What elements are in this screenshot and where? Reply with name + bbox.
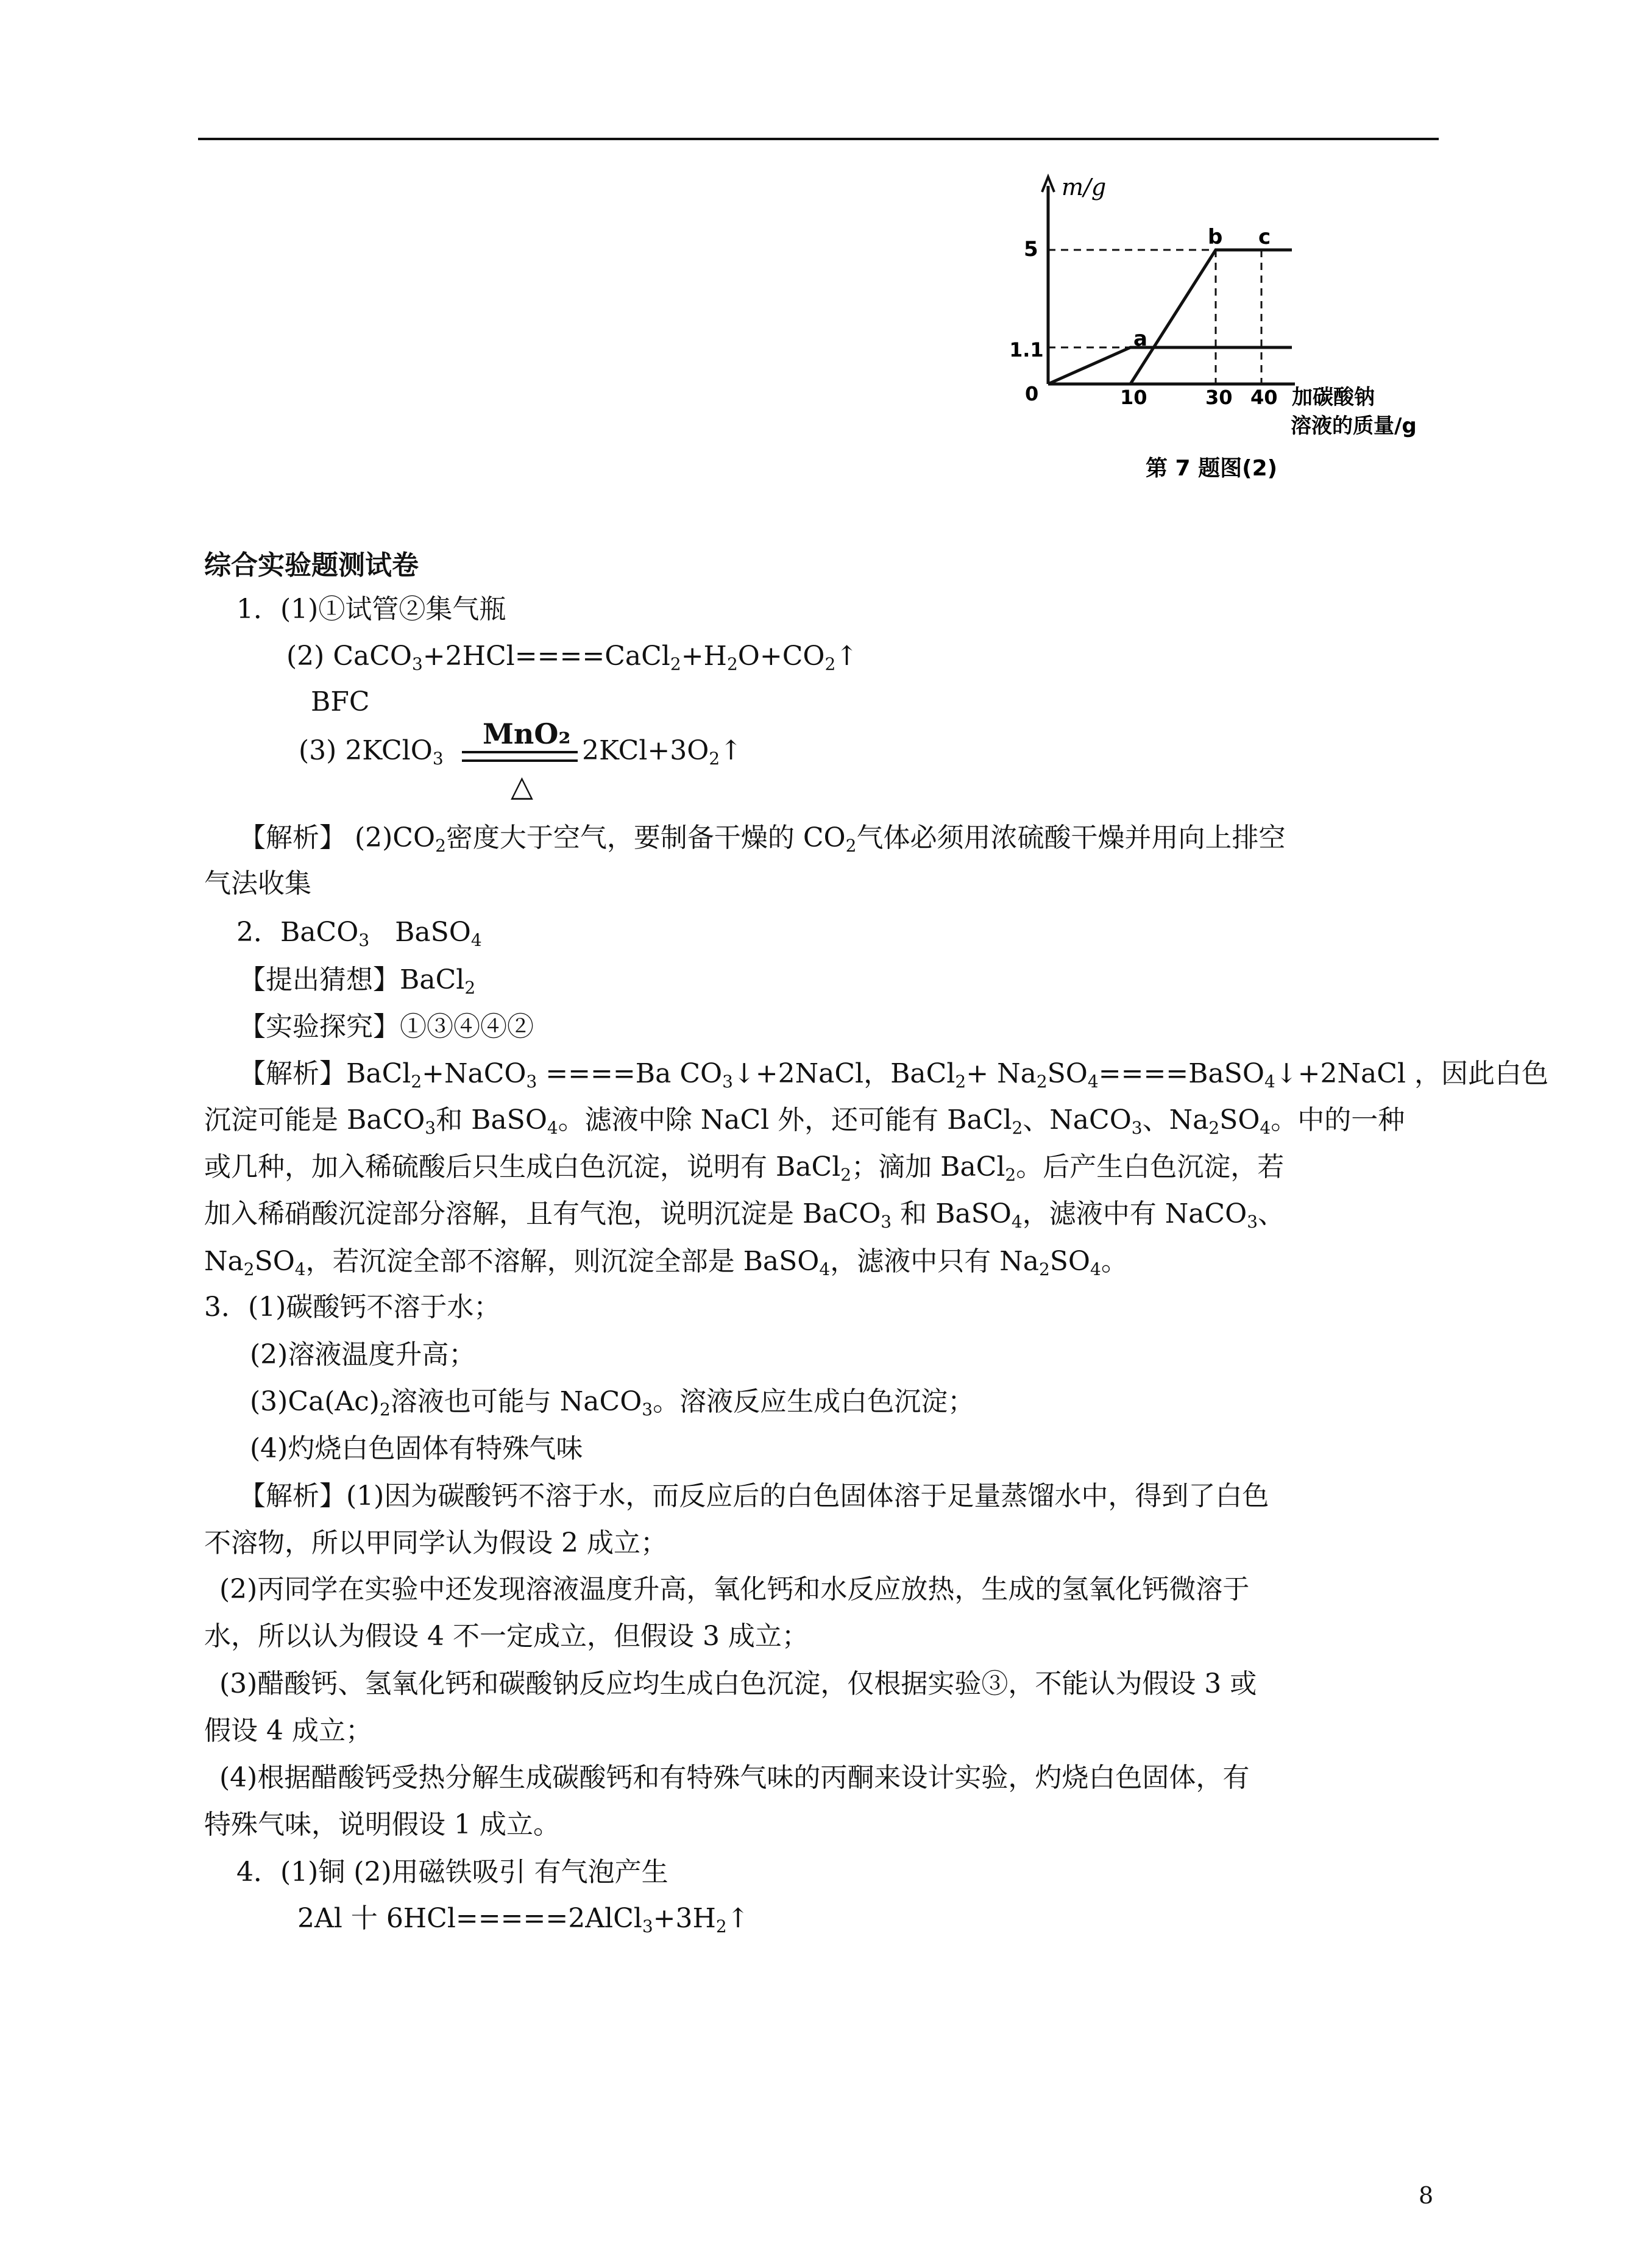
q3-explain-2: 不溶物，所以甲同学认为假设 2 成立；	[204, 1527, 667, 1559]
x-tick-30: 30	[1205, 386, 1233, 409]
q3-explain-6: 假设 4 成立；	[204, 1715, 372, 1746]
y-tick-1-1: 1.1	[1012, 338, 1044, 361]
q3-line1: 3．(1)碳酸钙不溶于水；	[204, 1292, 501, 1323]
q3-explain-8: 特殊气味，说明假设 1 成立。	[204, 1809, 560, 1840]
point-label-a: a	[1133, 327, 1147, 351]
q3-line3: $(3)Ca(Ac)_2$溶液也可能与 NaCO$_3$。溶液反应生成白色沉淀；	[250, 1386, 975, 1420]
q2-explain-2: 沉淀可能是 BaCO$_3$和 BaSO$_4$。滤液中除 NaCl 外，还可能有 BaCl$_2$、NaCO$_3$、$Na_2SO_4$。中的一种	[204, 1104, 1405, 1138]
y-tick-5: 5	[1024, 237, 1038, 261]
point-label-c: c	[1258, 225, 1271, 249]
q4-line2: 2Al 十 $6HCl=====2AlCl_3+3H_2↑$	[297, 1903, 750, 1936]
q3-explain-1: 【解析】(1)因为碳酸钙不溶于水，而反应后的白色固体溶于足量蒸馏水中，得到了白色	[239, 1481, 1269, 1512]
x-axis-label-2: 溶液的质量/g	[1291, 414, 1417, 438]
condition-heat: △	[511, 769, 533, 803]
q2-explain-4: 加入稀硝酸沉淀部分溶解，且有气泡，说明沉淀是 BaCO$_3$ 和 BaSO$_4$，滤液中有 NaCO$_3$、	[204, 1198, 1285, 1232]
q2-explain-5: $Na_2SO_4$，若沉淀全部不溶解，则沉淀全部是 BaSO$_4$，滤液中只有 $Na_2SO_4$。	[204, 1246, 1128, 1279]
q1-line1: 1．(1)①试管②集气瓶	[236, 594, 506, 625]
q2-line1: 2．BaCO$_3$ BaSO$_4$	[236, 917, 482, 950]
q2-explain-1: 【解析】BaCl$_2$+NaCO$_3$ ====Ba $CO_3↓+2NaCl$，BaCl$_2$+ $Na_2SO_4====BaSO_4↓+2NaCl$ ，因此白色	[239, 1058, 1548, 1092]
q3-line4: (4)灼烧白色固体有特殊气味	[250, 1433, 583, 1464]
q1-line4-left: (3) 2KClO$_3$	[299, 735, 444, 769]
x-axis-label-1: 加碳酸钠	[1292, 385, 1375, 410]
x-tick-10: 10	[1120, 386, 1147, 409]
q1-explain-2: 气法收集	[204, 868, 311, 899]
header-rule	[198, 138, 1439, 140]
figure-chart	[1012, 174, 1450, 491]
page-number: 8	[1419, 2182, 1434, 2209]
chart-svg	[1012, 174, 1450, 491]
section-title: 综合实验题测试卷	[204, 550, 419, 581]
q3-line2: (2)溶液温度升高；	[250, 1339, 476, 1370]
series-line-co2	[1048, 347, 1261, 384]
q2-line2: 【提出猜想】BaCl$_2$	[239, 964, 476, 998]
q1-line2: (2) $CaCO_3+2HCl====CaCl_2+H_2O+CO_2↑$	[286, 641, 859, 674]
point-label-b: b	[1208, 225, 1223, 249]
q1-line4-right: $2KCl+3O_2↑$	[582, 735, 743, 769]
q3-explain-7: (4)根据醋酸钙受热分解生成碳酸钙和有特殊气味的丙酮来设计实验，灼烧白色固体，有	[219, 1762, 1250, 1793]
x-tick-40: 40	[1250, 386, 1278, 409]
q2-line3: 【实验探究】①③④④②	[239, 1011, 534, 1042]
q1-explain-1: 【解析】 $(2)CO_2$密度大于空气，要制备干燥的 $CO_2$气体必须用浓硫酸干燥并用向上排空	[239, 822, 1286, 856]
q4-line1: 4．(1)铜 (2)用磁铁吸引 有气泡产生	[236, 1857, 668, 1888]
origin-label: 0	[1025, 382, 1039, 405]
y-axis-label: m/g	[1062, 174, 1107, 201]
q1-line3: BFC	[311, 686, 370, 717]
figure-caption: 第 7 题图(2)	[1146, 456, 1278, 481]
q2-explain-3: 或几种，加入稀硫酸后只生成白色沉淀，说明有 BaCl$_2$；滴加 BaCl$_2$。后产生白色沉淀，若	[204, 1151, 1285, 1185]
condition-line-2	[462, 759, 578, 762]
q3-explain-4: 水，所以认为假设 4 不一定成立，但假设 3 成立；	[204, 1621, 809, 1652]
series-line-precipitate	[1130, 250, 1261, 384]
condition-catalyst: MnO₂	[483, 717, 571, 750]
q3-explain-3: (2)丙同学在实验中还发现溶液温度升高，氧化钙和水反应放热，生成的氢氧化钙微溶于	[219, 1574, 1250, 1605]
condition-line-1	[462, 751, 578, 753]
q3-explain-5: (3)醋酸钙、氢氧化钙和碳酸钠反应均生成白色沉淀，仅根据实验③，不能认为假设 3 或	[219, 1668, 1257, 1699]
